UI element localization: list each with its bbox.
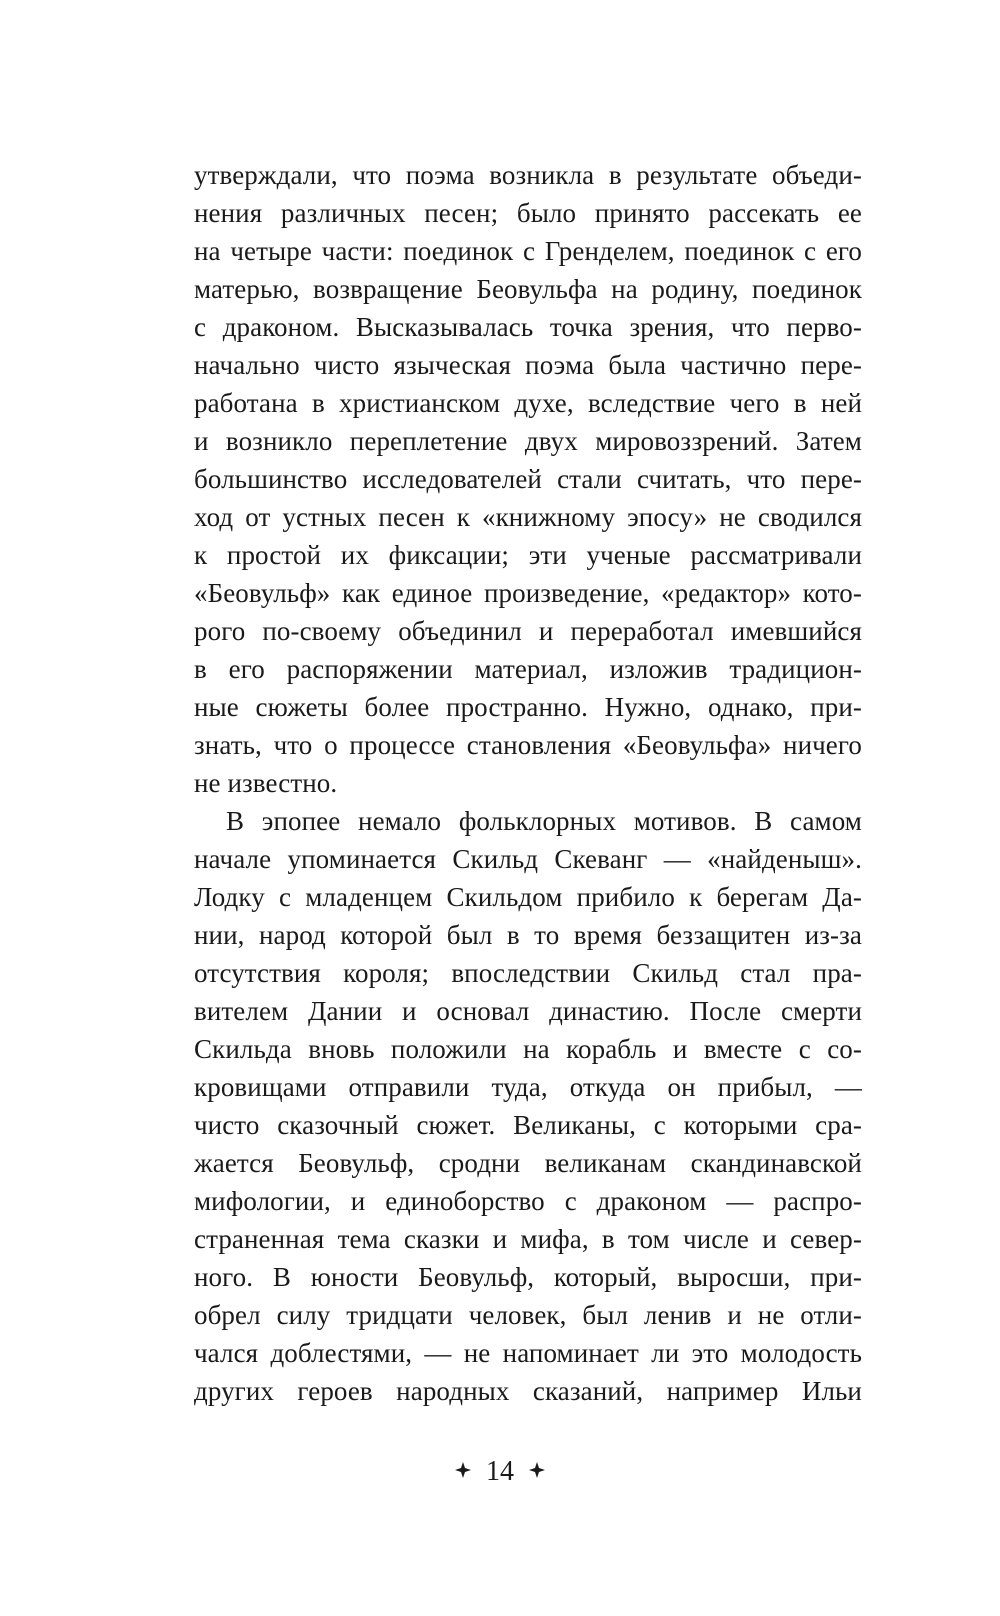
body-text <box>194 156 862 1410</box>
text-line: и возникло переплетение двух мировоззрений. Затем <box>194 426 862 456</box>
text-line: обрел силу тридцати человек, был ленив и не отли- <box>194 1300 862 1330</box>
four-point-star-icon <box>529 1462 545 1478</box>
text-line: большинство исследователей стали считать, что пере- <box>194 464 862 494</box>
text-line: на четыре части: поединок с Гренделем, поединок с его <box>194 236 862 266</box>
text-line: нения различных песен; было принято рассекать ее <box>194 198 862 228</box>
page-footer <box>0 1452 1000 1490</box>
text-line: кровищами отправили туда, откуда он прибыл, — <box>194 1072 862 1102</box>
four-point-star-icon <box>455 1462 471 1478</box>
text-line: в его распоряжении материал, изложив традицион- <box>194 654 862 684</box>
text-line: к простой их фиксации; эти ученые рассматривали <box>194 540 862 570</box>
text-line: ход от устных песен к «книжному эпосу» не сводился <box>194 502 862 532</box>
text-line: мифологии, и единоборство с драконом — распро- <box>194 1186 862 1216</box>
paragraph-1 <box>194 156 862 802</box>
page-number: 14 <box>486 1455 514 1487</box>
text-line: знать, что о процессе становления «Беовульфа» ничего <box>194 730 862 760</box>
text-line: В эпопее немало фольклорных мотивов. В самом <box>226 806 862 836</box>
text-line: ного. В юности Беовульф, который, выросши, при- <box>194 1262 862 1292</box>
text-line: начале упоминается Скильд Скеванг — «найденыш». <box>194 844 862 874</box>
text-line: утверждали, что поэма возникла в результате объеди- <box>194 160 862 190</box>
text-line: «Беовульф» как единое произведение, «редактор» кото- <box>194 578 862 608</box>
text-line: с драконом. Высказывалась точка зрения, что перво- <box>194 312 862 342</box>
text-line: отсутствия короля; впоследствии Скильд стал пра- <box>194 958 862 988</box>
text-line: матерью, возвращение Беовульфа на родину, поединок <box>194 274 862 304</box>
text-line: ные сюжеты более пространно. Нужно, однако, при- <box>194 692 862 722</box>
text-line: не известно. <box>194 768 338 798</box>
text-line: начально чисто языческая поэма была частично пере- <box>194 350 862 380</box>
text-line: работана в христианском духе, вследствие чего в ней <box>194 388 862 418</box>
text-line: Лодку с младенцем Скильдом прибило к берегам Да- <box>194 882 862 912</box>
text-line: Скильда вновь положили на корабль и вместе с со- <box>194 1034 862 1064</box>
paragraph-2 <box>194 802 862 1410</box>
text-line: рого по-своему объединил и переработал имевшийся <box>194 616 862 646</box>
text-line: нии, народ которой был в то время беззащитен из-за <box>194 920 862 950</box>
text-line: жается Беовульф, сродни великанам скандинавской <box>194 1148 862 1178</box>
text-line: других героев народных сказаний, например Ильи <box>194 1376 862 1406</box>
text-line: чисто сказочный сюжет. Великаны, с которыми сра- <box>194 1110 862 1140</box>
text-line: чался доблестями, — не напоминает ли это молодость <box>194 1338 862 1368</box>
text-line: страненная тема сказки и мифа, в том числе и север- <box>194 1224 862 1254</box>
text-line: вителем Дании и основал династию. После смерти <box>194 996 862 1026</box>
